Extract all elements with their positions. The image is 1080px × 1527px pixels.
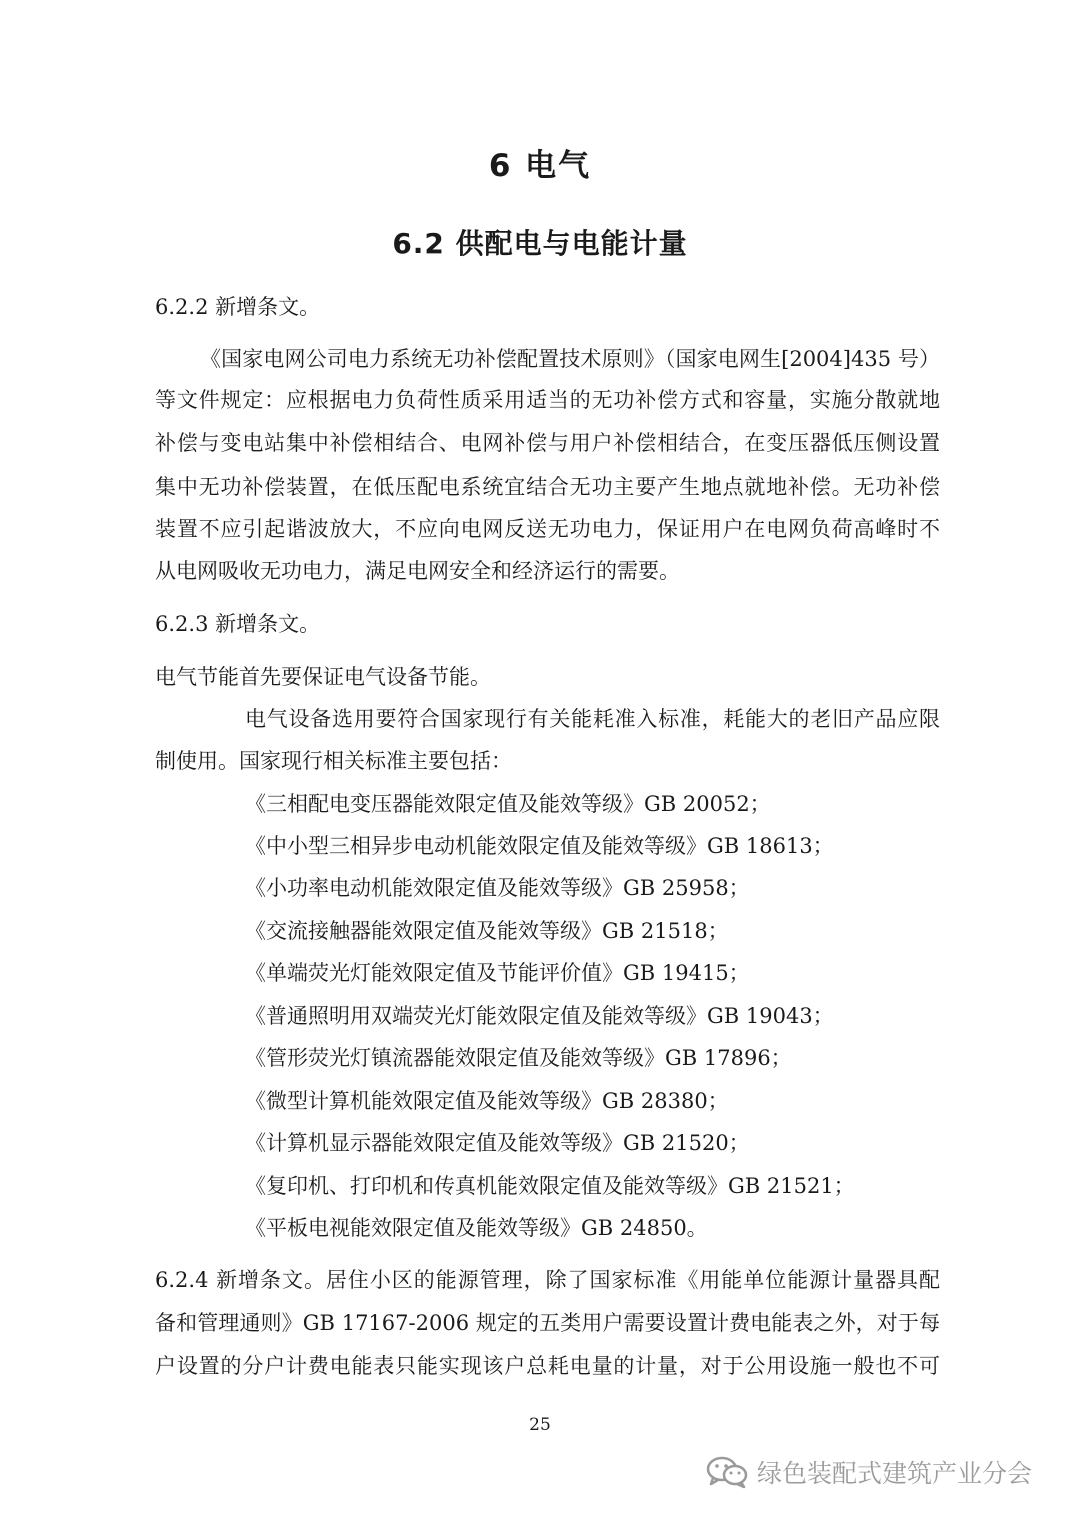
paragraph-line: 电气设备选用要符合国家现行有关能耗准入标准，耗能大的老旧产品应限 [245,707,940,731]
standard-item: 《三相配电变压器能效限定值及能效等级》GB 20052； [245,792,771,816]
paragraph-line: 电气节能首先要保证电气设备节能。 [155,665,491,689]
clause-heading-6-2-2: 6.2.2 新增条文。 [155,295,321,319]
paragraph-line: 户设置的分户计费电能表只能实现该户总耗电量的计量，对于公用设施一般也不可 [155,1354,940,1378]
watermark [705,1452,1032,1492]
standard-item: 《微型计算机能效限定值及能效等级》GB 28380； [245,1089,729,1113]
paragraph-line: 补偿与变电站集中补偿相结合、电网补偿与用户补偿相结合，在变压器低压侧设置 [155,431,940,455]
standard-item: 《计算机显示器能效限定值及能效等级》GB 21520； [245,1131,750,1155]
standard-item: 《小功率电动机能效限定值及能效等级》GB 25958； [245,876,750,900]
standard-item: 《交流接触器能效限定值及能效等级》GB 21518； [245,919,729,943]
standard-item: 《平板电视能效限定值及能效等级》GB 24850。 [245,1216,708,1240]
clause-heading-6-2-3: 6.2.3 新增条文。 [155,612,321,636]
standard-item: 《单端荧光灯能效限定值及节能评价值》GB 19415； [245,961,750,985]
standard-item: 《普通照明用双端荧光灯能效限定值及能效等级》GB 19043； [245,1004,834,1028]
paragraph-line: 制使用。国家现行相关标准主要包括： [155,749,512,773]
paragraph-line: 备和管理通则》GB 17167-2006 规定的五类用户需要设置计费电能表之外，对于每 [155,1311,940,1335]
paragraph-line: 《国家电网公司电力系统无功补偿配置技术原则》（国家电网生[2004]435 号） [200,347,940,371]
watermark-text: 绿色装配式建筑产业分会 [757,1459,1033,1488]
standard-item: 《管形荧光灯镇流器能效限定值及能效等级》GB 17896； [245,1046,792,1070]
chapter-title: 6 电气 [488,148,592,184]
wechat-icon [705,1455,749,1489]
section-title: 6.2 供配电与电能计量 [392,227,688,260]
standard-item: 《中小型三相异步电动机能效限定值及能效等级》GB 18613； [245,834,834,858]
paragraph-line: 从电网吸收无功电力，满足电网安全和经济运行的需要。 [155,559,680,583]
paragraph-line: 装置不应引起谐波放大，不应向电网反送无功电力，保证用户在电网负荷高峰时不 [155,517,940,541]
paragraph-line: 集中无功补偿装置，在低压配电系统宜结合无功主要产生地点就地补偿。无功补偿 [155,475,940,499]
paragraph-line: 等文件规定：应根据电力负荷性质采用适当的无功补偿方式和容量，实施分散就地 [155,388,940,412]
standard-item: 《复印机、打印机和传真机能效限定值及能效等级》GB 21521； [245,1174,855,1198]
paragraph-line: 6.2.4 新增条文。居住小区的能源管理，除了国家标准《用能单位能源计量器具配 [155,1268,940,1292]
page-number: 25 [529,1415,551,1435]
